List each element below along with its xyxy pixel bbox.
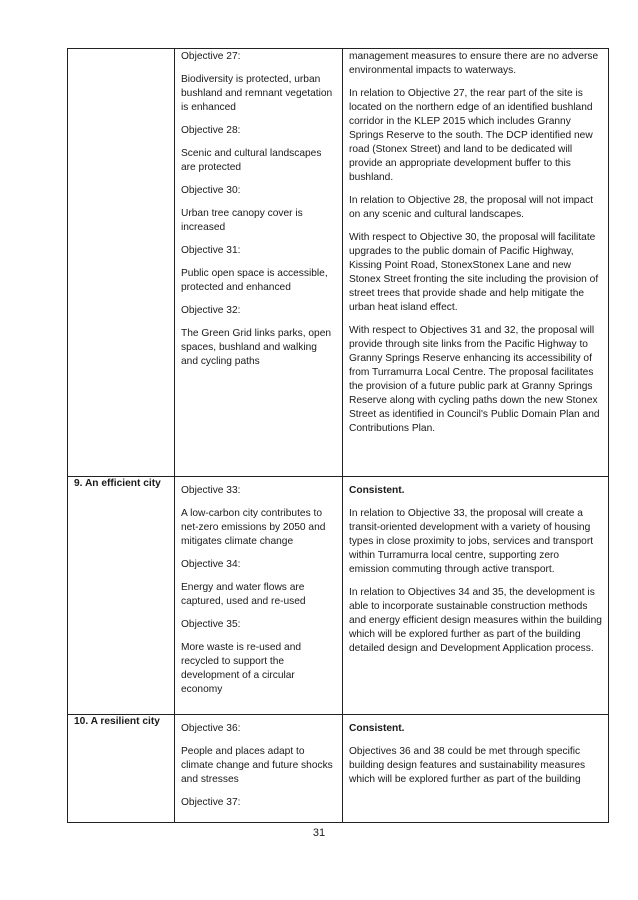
assessment-cell [343, 715, 609, 823]
objective-text: A low-carbon city contributes to net-zero emissions by 2050 and mitigates climate change [181, 508, 326, 547]
objective-text: Urban tree canopy cover is increased [181, 208, 303, 233]
objective-text: Objective 31: [181, 245, 241, 256]
table-row [68, 477, 609, 715]
category-cell: 10. A resilient city [68, 715, 175, 823]
objective-text: Objective 30: [181, 185, 241, 196]
objective-text: Objective 37: [181, 797, 241, 808]
objective-text: Objective 34: [181, 559, 241, 570]
objective-text: Objective 35: [181, 619, 241, 630]
table-row [68, 715, 609, 823]
assessment-cell [343, 477, 609, 715]
objective-text: Objective 33: [181, 485, 241, 496]
objective-text: Objective 32: [181, 305, 241, 316]
assessment-text: With respect to Objectives 31 and 32, the proposal will provide through site links from the Pacific Highway to Granny Springs Reserve enhancing its accessibility of from Turramurra Local Centre. The proposal facilitates the provision of a future public park at Granny Springs Reserve along with cycling paths down the new Stonex Street as identified in Council's Public Domain Plan and Contributions Plan. [349, 325, 600, 434]
assessment-cell [343, 49, 609, 477]
table-row [68, 49, 609, 477]
assessment-text: With respect to Objective 30, the proposal will facilitate upgrades to the public domain of Pacific Highway, Kissing Point Road, StonexStonex Lane and new Stonex Street fronting the site including the provision of street trees that provide shade and help mitigate the urban heat island effect. [349, 232, 599, 313]
assessment-text: management measures to ensure there are no adverse environmental impacts to waterways. [349, 51, 599, 76]
objective-text: Objective 28: [181, 125, 241, 136]
objective-text: Biodiversity is protected, urban bushland and remnant vegetation is enhanced [181, 74, 333, 113]
assessment-text: In relation to Objective 33, the proposal will create a transit-oriented development with a variety of housing types in close proximity to jobs, services and transport within Turramurra local centre, supporting zero emission commuting through active transport. [349, 508, 594, 575]
objective-text: More waste is re-used and recycled to support the development of a circular economy [181, 642, 302, 695]
assessment-text: In relation to Objectives 34 and 35, the development is able to incorporate sustainable construction methods and energy efficient design measures within the building which will be explored further as part of the building detailed design and Development Application process. [349, 587, 602, 654]
category-cell: 9. An efficient city [68, 477, 175, 715]
objective-text: Objective 36: [181, 723, 241, 734]
objective-text: Objective 27: [181, 51, 241, 62]
objectives-cell [175, 477, 343, 715]
objectives-table [67, 48, 609, 823]
consistency-label: Consistent. [349, 485, 405, 496]
objective-text: Scenic and cultural landscapes are protected [181, 148, 322, 173]
assessment-text: In relation to Objective 28, the proposal will not impact on any scenic and cultural landscapes. [349, 195, 594, 220]
objective-text: Energy and water flows are captured, used and re-used [181, 582, 306, 607]
page-number: 31 [312, 827, 326, 839]
consistency-label: Consistent. [349, 723, 405, 734]
objectives-cell [175, 715, 343, 823]
category-cell [68, 49, 175, 477]
objectives-cell [175, 49, 343, 477]
assessment-text: Objectives 36 and 38 could be met through specific building design features and sustainability measures which will be explored further as part of the building [349, 746, 586, 785]
objective-text: The Green Grid links parks, open spaces, bushland and walking and cycling paths [181, 328, 332, 367]
objective-text: Public open space is accessible, protected and enhanced [181, 268, 328, 293]
assessment-text: In relation to Objective 27, the rear part of the site is located on the northern edge of an identified bushland corridor in the KLEP 2015 which includes Granny Springs Reserve to the south. The DCP identified new road (Stonex Street) and land to be dedicated will provide an appropriate development buffer to this bushland. [349, 88, 593, 183]
objective-text: People and places adapt to climate change and future shocks and stresses [181, 746, 333, 785]
